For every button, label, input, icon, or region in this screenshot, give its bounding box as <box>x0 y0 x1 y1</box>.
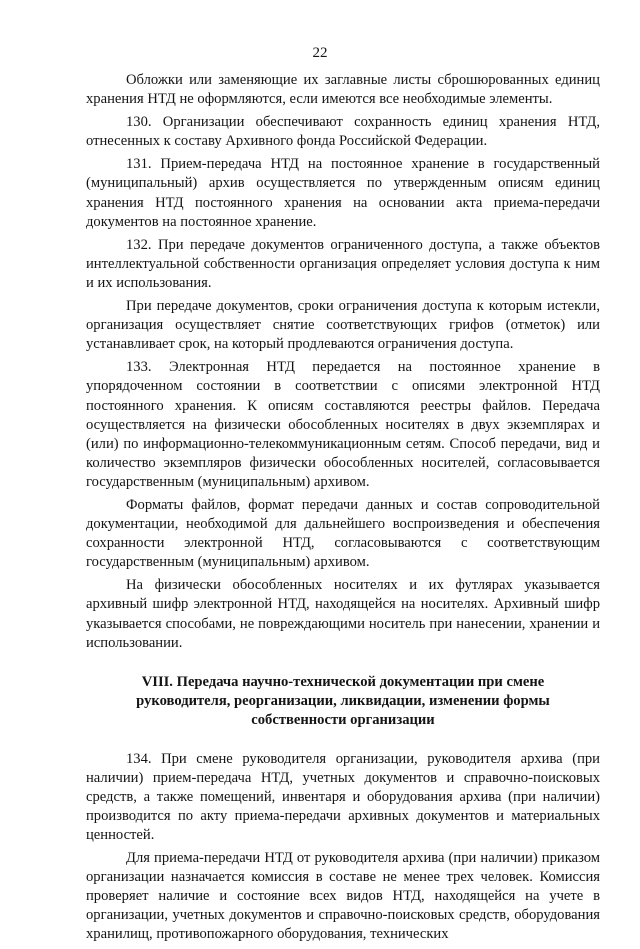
paragraph-133: 133. Электронная НТД передается на постоянное хранение в упорядоченном состоянии в соответствии с описями электронной НТД постоянного хранения. К описям составляются реестры файлов. Передача осуществляется на физически обособленных носителях в двух экземплярах и (или) по информационно-телекоммуникационным сетям. Способ передачи, вид и количество экземпляров физически обособленных носителей, согласовывается государственным (муниципальным) архивом. <box>86 359 600 490</box>
page-number: 22 <box>312 45 328 61</box>
paragraph-131: 131. Прием-передача НТД на постоянное хранение в государственный (муниципальный) архив осуществляется по утвержденным описям единиц хранения НТД постоянного хранения на основании акта приема-передачи документов на постоянное хранение. <box>86 156 600 230</box>
paragraph-130: 130. Организации обеспечивают сохранность единиц хранения НТД, отнесенных к составу Архивного фонда Российской Федерации. <box>86 114 600 150</box>
paragraph-134: 134. При смене руководителя организации, руководителя архива (при наличии) прием-передача НТД, учетных документов и справочно-поисковых средств, а также помещений, инвентаря и оборудования архива (при наличии) производится по акту приема-передачи архивных документов и материальных ценностей. <box>86 750 600 843</box>
paragraph-file-formats: Форматы файлов, формат передачи данных и состав сопроводительной документации, необходимой для дальнейшего воспроизведения и обеспечения сохранности электронной НТД, согласовываются с соответствующим государственным (муниципальным) архивом. <box>86 496 600 571</box>
paragraph-132: 132. При передаче документов ограниченного доступа, а также объектов интеллектуальной собственности организация определяет условия доступа к ним и их использования. <box>86 236 600 291</box>
section-heading-viii: VIII. Передача научно-технической документации при смене руководителя, реорганизации, ликвидации, изменении формы собственности организации <box>136 673 550 729</box>
document-body <box>86 71 600 949</box>
paragraph-covers: Обложки или заменяющие их заглавные листы сброшюрованных единиц хранения НТД не оформляются, если имеются все необходимые элементы. <box>86 72 600 108</box>
paragraph-restriction-expiry: При передаче документов, сроки ограничения доступа к которым истекли, организация осуществляет снятие соответствующих грифов (отметок) или устанавливает срок, на который продлеваются ограничения доступа. <box>86 298 600 353</box>
paragraph-archive-code: На физически обособленных носителях и их футлярах указывается архивный шифр электронной НТД, находящейся на носителях. Архивный шифр указывается способами, не повреждающими носитель при нанесении, хранении и использовании. <box>86 577 600 651</box>
paragraph-commission: Для приема-передачи НТД от руководителя архива (при наличии) приказом организации назначается комиссия в составе не менее трех человек. Комиссия проверяет наличие и состояние всех видов НТД, находящейся на учете в организации, учетных документов и справочно-поисковых средств, оборудования хранилищ, противопожарного оборудования, технических <box>86 850 600 943</box>
